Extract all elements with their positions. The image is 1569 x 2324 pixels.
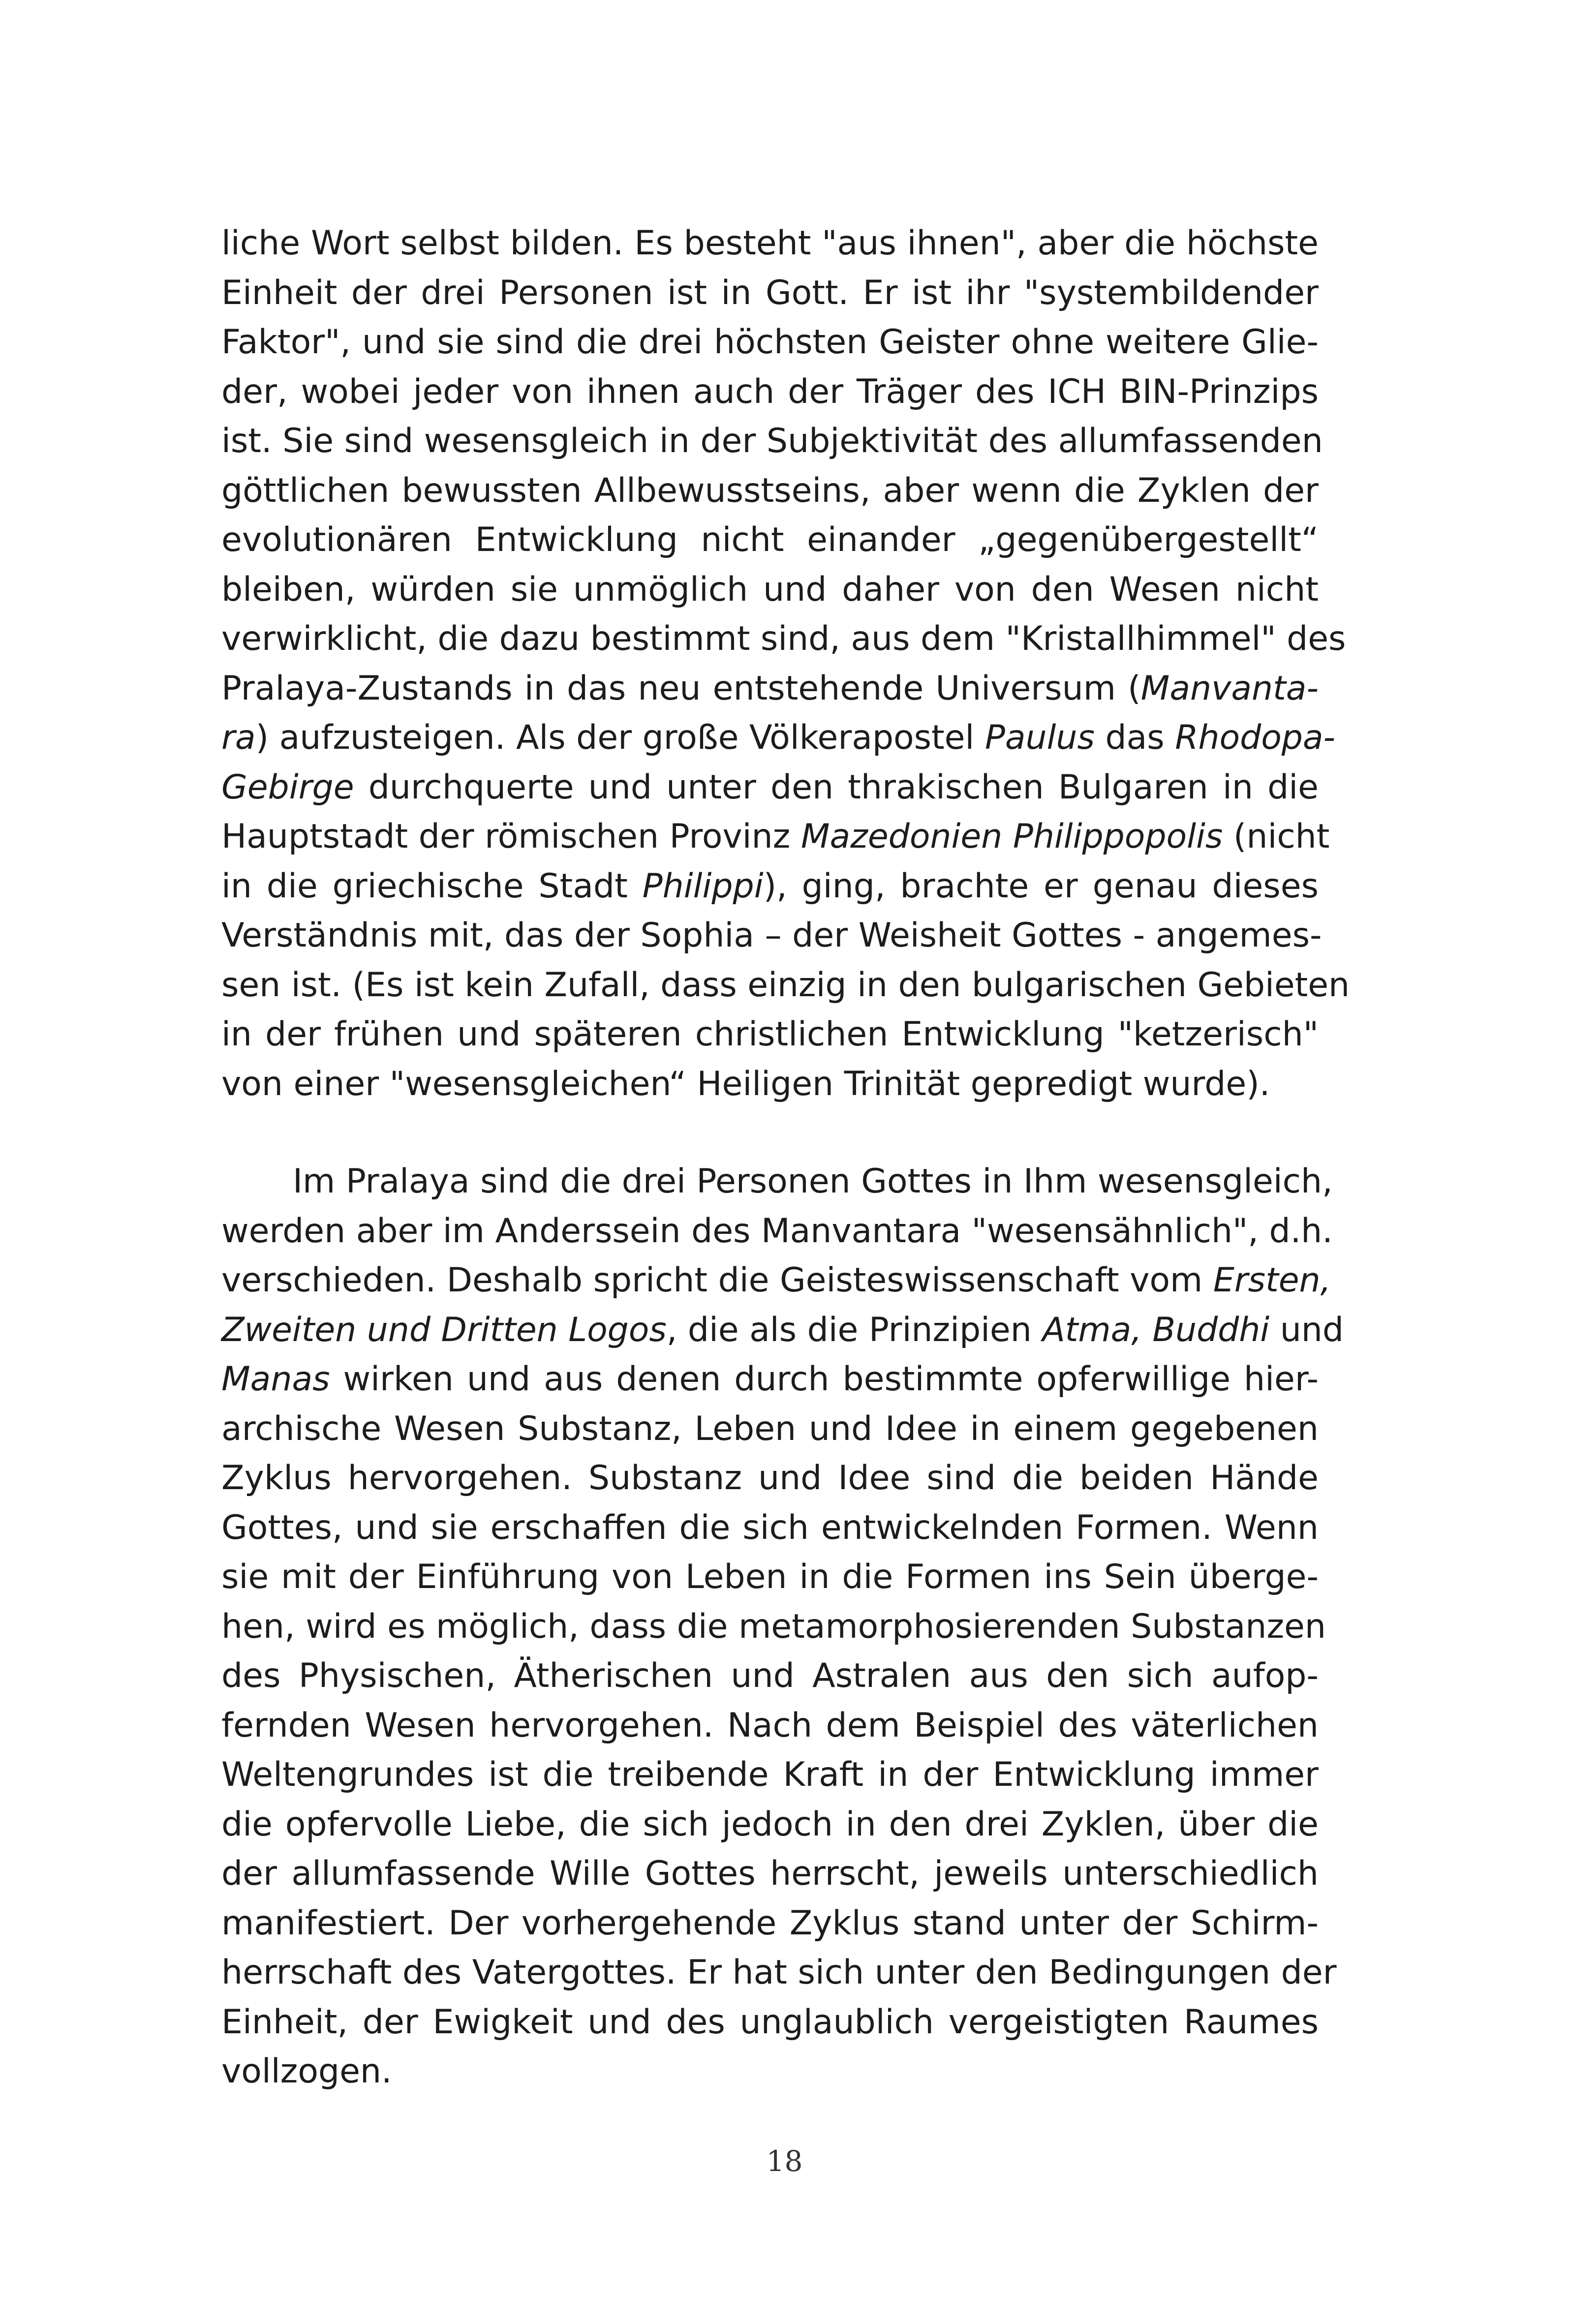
text-line xyxy=(221,1306,1344,1355)
text-line xyxy=(221,565,1319,615)
text-segment: der, wobei jeder von ihnen auch der Träger des ICH BIN-Prinzips xyxy=(221,372,1319,411)
text-line xyxy=(221,1553,1319,1602)
paragraph-2 xyxy=(221,1157,1344,2097)
italic-text: ra xyxy=(221,718,256,757)
text-line xyxy=(221,1849,1319,1899)
text-line xyxy=(221,763,1319,813)
text-segment: evolutionären Entwicklung nicht einander „gegenübergestellt“ xyxy=(221,520,1319,559)
text-line xyxy=(221,1355,1319,1405)
paragraph-1 xyxy=(221,219,1350,1109)
text-line xyxy=(221,1651,1319,1701)
text-segment: ) aufzusteigen. Als der große Völkerapostel xyxy=(255,718,985,757)
text-line xyxy=(221,614,1346,664)
italic-text: Philippi xyxy=(642,866,764,906)
italic-text: Manvanta- xyxy=(1140,669,1319,708)
text-segment: sie mit der Einführung von Leben in die Formen ins Sein überge- xyxy=(221,1558,1319,1596)
italic-text: Atma, Buddhi xyxy=(1042,1310,1270,1349)
text-line xyxy=(221,466,1319,516)
text-line xyxy=(221,664,1319,714)
italic-text: Gebirge xyxy=(221,767,354,807)
text-segment: Einheit, der Ewigkeit und des unglaublich vergeistigten Raumes xyxy=(221,2002,1319,2042)
text-segment: vollzogen. xyxy=(221,2052,392,2091)
text-segment: fernden Wesen hervorgehen. Nach dem Beispiel des väterlichen xyxy=(221,1706,1319,1745)
text-segment: manifestiert. Der vorhergehende Zyklus stand unter der Schirm- xyxy=(221,1903,1319,1943)
text-segment: das xyxy=(1094,718,1175,757)
text-segment: und xyxy=(1269,1310,1344,1349)
text-segment: bleiben, würden sie unmöglich und daher von den Wesen nicht xyxy=(221,570,1319,609)
text-line xyxy=(221,1701,1319,1751)
text-line xyxy=(221,1948,1337,1998)
text-segment: liche Wort selbst bilden. Es besteht "aus ihnen", aber die höchste xyxy=(221,224,1319,263)
italic-text: Mazedonien Philippopolis xyxy=(800,817,1223,856)
text-line xyxy=(221,1060,1319,1109)
text-segment: des Physischen, Ätherischen und Astralen aus den sich aufop- xyxy=(221,1656,1319,1695)
text-line xyxy=(221,1750,1319,1800)
text-segment: herrschaft des Vatergottes. Er hat sich unter den Bedingungen der xyxy=(221,1953,1337,1992)
text-segment: Hauptstadt der römischen Provinz xyxy=(221,817,801,856)
text-segment: Gottes, und sie erschaffen die sich entwickelnden Formen. Wenn xyxy=(221,1508,1319,1547)
text-segment: göttlichen bewussten Allbewusstseins, aber wenn die Zyklen der xyxy=(221,471,1319,510)
text-line xyxy=(221,1157,1333,1207)
text-line xyxy=(221,318,1319,367)
text-segment: (nicht xyxy=(1223,817,1330,856)
text-line xyxy=(221,219,1319,269)
text-line xyxy=(221,1998,1319,2048)
text-line xyxy=(221,417,1323,466)
text-line xyxy=(221,1405,1319,1454)
text-segment: Verständnis mit, das der Sophia – der Weisheit Gottes - angemes- xyxy=(221,916,1322,955)
text-line xyxy=(221,961,1350,1010)
text-segment: Im Pralaya sind die drei Personen Gottes in Ihm wesensgleich, xyxy=(293,1162,1333,1201)
text-line xyxy=(221,1602,1326,1652)
text-line xyxy=(221,1503,1319,1553)
text-line xyxy=(221,911,1322,961)
text-line xyxy=(221,1010,1319,1060)
text-segment: verwirklicht, die dazu bestimmt sind, aus dem "Kristallhimmel" des xyxy=(221,619,1346,658)
text-line xyxy=(221,2047,1319,2097)
italic-text: Manas xyxy=(221,1360,330,1399)
text-line xyxy=(221,862,1319,912)
text-segment: in die griechische Stadt xyxy=(221,866,643,906)
text-segment: verschieden. Deshalb spricht die Geisteswissenschaft vom xyxy=(221,1261,1213,1300)
text-segment: der allumfassende Wille Gottes herrscht, jeweils unterschiedlich xyxy=(221,1854,1319,1893)
text-line xyxy=(221,1207,1333,1256)
italic-text: Ersten, xyxy=(1213,1261,1331,1300)
text-line xyxy=(221,1800,1319,1850)
italic-text: Paulus xyxy=(984,718,1095,757)
text-segment: Zyklus hervorgehen. Substanz und Idee sind die beiden Hände xyxy=(221,1459,1319,1498)
text-line xyxy=(221,367,1319,417)
text-segment: ist. Sie sind wesensgleich in der Subjektivität des allumfassenden xyxy=(221,422,1323,460)
text-segment: die opfervolle Liebe, die sich jedoch in den drei Zyklen, über die xyxy=(221,1804,1319,1844)
text-segment: Weltengrundes ist die treibende Kraft in der Entwicklung immer xyxy=(221,1755,1319,1794)
text-line xyxy=(221,1899,1319,1949)
text-segment: durchquerte und unter den thrakischen Bulgaren in die xyxy=(354,767,1319,807)
text-segment: Einheit der drei Personen ist in Gott. Er ist ihr "systembildender xyxy=(221,273,1319,312)
italic-text: Zweiten und Dritten Logos xyxy=(221,1310,667,1349)
italic-text: Rhodopa- xyxy=(1175,718,1336,757)
text-segment: von einer "wesensgleichen“ Heiligen Trinität gepredigt wurde). xyxy=(221,1064,1270,1103)
text-line xyxy=(221,516,1319,565)
text-line xyxy=(221,1454,1319,1503)
text-segment: hen, wird es möglich, dass die metamorphosierenden Substanzen xyxy=(221,1607,1326,1646)
text-line xyxy=(221,713,1336,763)
page-number: 18 xyxy=(766,2144,803,2178)
text-segment: , die als die Prinzipien xyxy=(666,1310,1043,1349)
text-segment: archische Wesen Substanz, Leben und Idee in einem gegebenen xyxy=(221,1409,1319,1448)
text-segment: werden aber im Anderssein des Manvantara "wesensähnlich", d.h. xyxy=(221,1211,1333,1251)
text-segment: Faktor", und sie sind die drei höchsten Geister ohne weitere Glie- xyxy=(221,323,1319,362)
text-segment: sen ist. (Es ist kein Zufall, dass einzig in den bulgarischen Gebieten xyxy=(221,965,1350,1005)
text-segment: Pralaya-Zustands in das neu entstehende Universum ( xyxy=(221,669,1141,708)
text-line xyxy=(221,1256,1331,1306)
text-line xyxy=(221,269,1319,318)
text-segment: in der frühen und späteren christlichen Entwicklung "ketzerisch" xyxy=(221,1015,1319,1054)
text-segment: ), ging, brachte er genau dieses xyxy=(763,866,1319,906)
text-line xyxy=(221,812,1330,862)
text-segment: wirken und aus denen durch bestimmte opferwillige hier- xyxy=(330,1360,1319,1399)
